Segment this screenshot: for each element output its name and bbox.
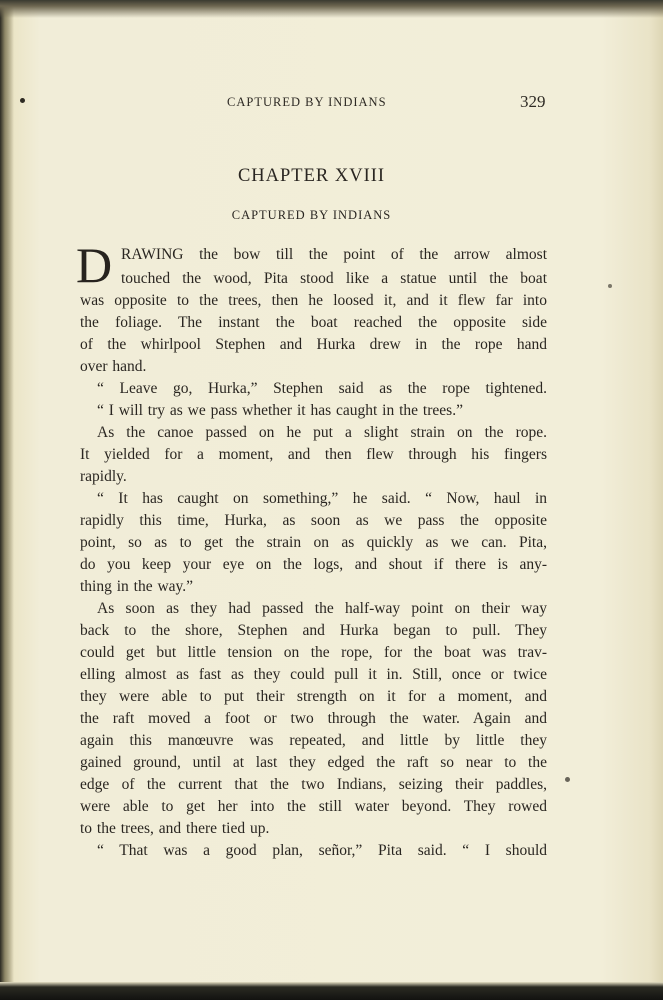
text-line: was opposite to the trees, then he loosed it, and it flew far into [80,292,547,309]
text-line: touched the wood, Pita stood like a statue until the boat [121,270,547,287]
text-line: As soon as they had passed the half-way point on their way [97,600,547,617]
text-line: “ It has caught on something,” he said. “ Now, haul in [97,490,547,507]
drop-cap: D [76,237,113,293]
ink-spot [20,98,25,103]
text-line: “ That was a good plan, señor,” Pita said. “ I should [97,842,547,859]
text-line: gained ground, until at last they edged the raft so near to the [80,754,547,771]
text-line: rapidly this time, Hurka, as soon as we pass the opposite [80,512,547,529]
text-line: edge of the current that the two Indians, seizing their paddles, [80,776,547,793]
text-line: again this manœuvre was repeated, and little by little they [80,732,547,749]
text-line: thing in the way.” [80,578,194,595]
text-line: over hand. [80,358,147,375]
text-line: “ Leave go, Hurka,” Stephen said as the rope tightened. [97,380,547,397]
page-number: 329 [520,92,546,111]
text-line: do you keep your eye on the logs, and shout if there is any- [80,556,547,573]
text-line: could get but little tension on the rope, for the boat was trav- [80,644,547,661]
text-line: It yielded for a moment, and then flew through his fingers [80,446,547,463]
text-line: elling almost as fast as they could pull it in. Still, once or twice [80,666,547,683]
ink-spot [565,777,570,782]
top-edge-shadow [0,0,663,18]
bottom-edge-shadow [0,982,663,1000]
text-line: rapidly. [80,468,127,485]
text-line: were able to get her into the still water beyond. They rowed [80,798,547,815]
text-line: the raft moved a foot or two through the water. Again and [80,710,547,727]
text-line: of the whirlpool Stephen and Hurka drew in the rope hand [80,336,547,353]
chapter-number: CHAPTER XVIII [237,166,386,186]
text-line: As the canoe passed on he put a slight strain on the rope. [97,424,547,441]
text-line: “ I will try as we pass whether it has caught in the trees.” [97,402,463,419]
running-head: CAPTURED BY INDIANS [227,95,387,109]
chapter-title: CAPTURED BY INDIANS [231,208,392,222]
page-gutter-shadow [0,0,14,1000]
text-line: they were able to put their strength on it for a moment, and [80,688,547,705]
text-line: the foliage. The instant the boat reached the opposite side [80,314,547,331]
text-line: RAWING the bow till the point of the arrow almost [121,246,547,263]
text-line: point, so as to get the strain on as quickly as we can. Pita, [80,534,547,551]
ink-spot [608,284,612,288]
text-line: back to the shore, Stephen and Hurka began to pull. They [80,622,547,639]
text-line: to the trees, and there tied up. [80,820,270,837]
